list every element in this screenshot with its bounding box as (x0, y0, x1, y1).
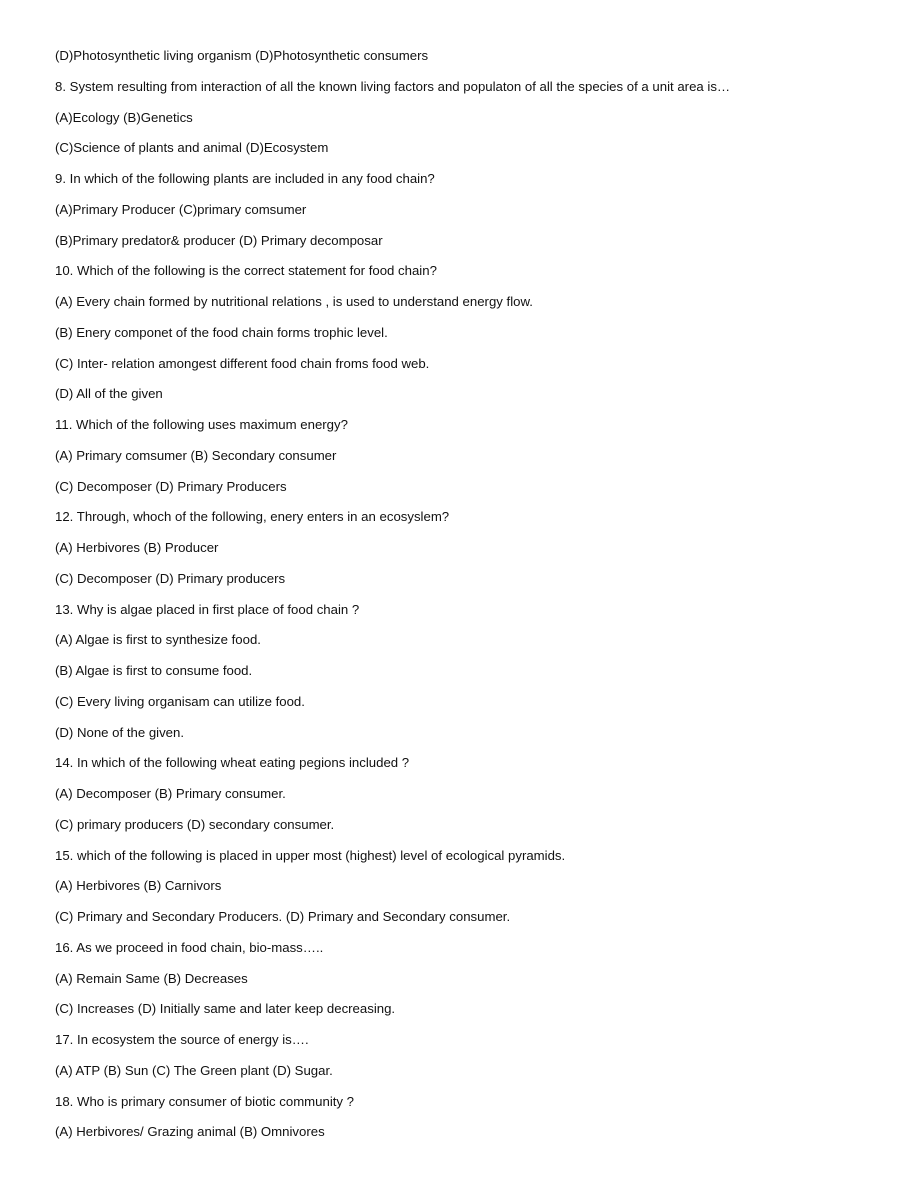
question-8: 8. System resulting from interaction of all the known living factors and populaton of all the species of a unit area is… (55, 78, 731, 94)
option-line: (A) Remain Same (B) Decreases (55, 970, 248, 986)
question-15: 15. which of the following is placed in upper most (highest) level of ecological pyramids. (55, 847, 566, 863)
option-line: (C) Decomposer (D) Primary Producers (55, 478, 287, 494)
option-line: (A) Every chain formed by nutritional relations , is used to understand energy flow. (55, 294, 533, 309)
question-18: 18. Who is primary consumer of biotic community ? (55, 1093, 355, 1109)
text-line: (D)Photosynthetic living organism (D)Photosynthetic consumers (55, 48, 429, 63)
question-17: 17. In ecosystem the source of energy is…. (55, 1032, 309, 1047)
option-line: (A) Herbivores (B) Producer (55, 540, 219, 555)
option-line: (B)Primary predator& producer (D) Primary decomposar (55, 232, 383, 248)
option-line: (C) Every living organisam can utilize food. (55, 693, 305, 709)
option-line: (C) Decomposer (D) Primary producers (55, 570, 286, 586)
option-line: (D) All of the given (55, 386, 163, 402)
question-13: 13. Why is algae placed in first place of food chain ? (55, 601, 360, 617)
question-9: 9. In which of the following plants are included in any food chain? (55, 171, 435, 186)
option-line: (A) Primary comsumer (B) Secondary consumer (55, 447, 337, 463)
option-line: (A)Primary Producer (C)primary comsumer (55, 201, 307, 217)
option-line: (A) Decomposer (B) Primary consumer. (55, 786, 286, 801)
option-line: (A) Herbivores/ Grazing animal (B) Omnivores (55, 1124, 325, 1140)
option-line: (C) Increases (D) Initially same and later keep decreasing. (55, 1001, 396, 1017)
option-line: (A)Ecology (B)Genetics (55, 109, 193, 125)
option-line: (D) None of the given. (55, 724, 185, 740)
option-line: (B) Algae is first to consume food. (55, 663, 253, 678)
question-10: 10. Which of the following is the correct statement for food chain? (55, 263, 437, 279)
option-line: (C) Inter- relation amongest different food chain froms food web. (55, 355, 430, 371)
question-list (55, 47, 875, 1154)
question-12: 12. Through, whoch of the following, enery enters in an ecosyslem? (55, 509, 450, 525)
option-line: (B) Enery componet of the food chain forms trophic level. (55, 324, 388, 340)
option-line: (A) Algae is first to synthesize food. (55, 632, 261, 648)
option-line: (C) primary producers (D) secondary consumer. (55, 816, 335, 832)
option-line: (A) Herbivores (B) Carnivors (55, 878, 222, 894)
question-11: 11. Which of the following uses maximum energy? (55, 417, 348, 432)
question-16: 16. As we proceed in food chain, bio-mass….. (55, 939, 324, 955)
question-14: 14. In which of the following wheat eating pegions included ? (55, 755, 410, 771)
option-line: (A) ATP (B) Sun (C) The Green plant (D) Sugar. (55, 1062, 333, 1078)
option-line: (C) Primary and Secondary Producers. (D) Primary and Secondary consumer. (55, 909, 511, 924)
option-line: (C)Science of plants and animal (D)Ecosystem (55, 140, 329, 156)
